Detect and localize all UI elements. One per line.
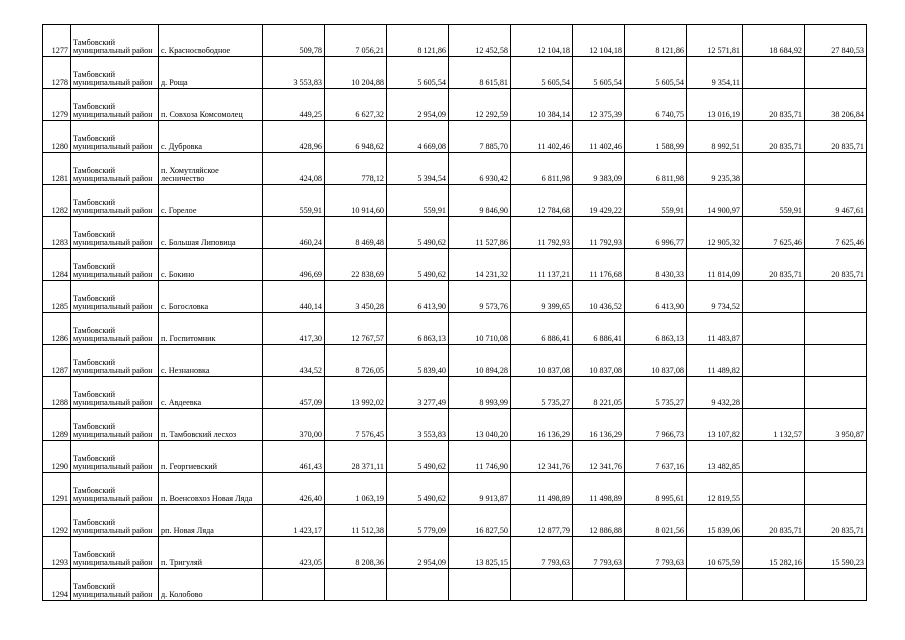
value-cell: 1 423,17 <box>263 505 325 537</box>
value-cell: 9 573,76 <box>449 281 511 313</box>
value-cell: 440,14 <box>263 281 325 313</box>
district-name: Тамбовский муниципальный район <box>71 249 159 281</box>
settlement-name: п. Тригуляй <box>159 537 263 569</box>
value-cell: 9 383,09 <box>573 153 625 185</box>
value-cell: 11 792,93 <box>573 217 625 249</box>
value-cell <box>743 153 805 185</box>
value-cell: 8 726,05 <box>325 345 387 377</box>
value-cell: 12 292,59 <box>449 89 511 121</box>
value-cell: 5 605,54 <box>573 57 625 89</box>
value-cell <box>625 569 687 601</box>
value-cell: 7 966,73 <box>625 409 687 441</box>
value-cell <box>387 569 449 601</box>
district-name: Тамбовский муниципальный район <box>71 89 159 121</box>
value-cell: 370,00 <box>263 409 325 441</box>
value-cell: 12 905,32 <box>687 217 743 249</box>
value-cell: 6 863,13 <box>625 313 687 345</box>
table-row <box>43 313 867 345</box>
value-cell: 449,25 <box>263 89 325 121</box>
table-row <box>43 57 867 89</box>
value-cell: 9 399,65 <box>511 281 573 313</box>
value-cell <box>805 473 867 505</box>
value-cell: 6 996,77 <box>625 217 687 249</box>
value-cell: 6 886,41 <box>511 313 573 345</box>
row-number: 1286 <box>43 313 71 345</box>
value-cell: 8 992,51 <box>687 121 743 153</box>
value-cell: 20 835,71 <box>805 249 867 281</box>
value-cell: 8 993,99 <box>449 377 511 409</box>
value-cell: 7 576,45 <box>325 409 387 441</box>
district-name: Тамбовский муниципальный район <box>71 121 159 153</box>
value-cell: 9 913,87 <box>449 473 511 505</box>
value-cell: 559,91 <box>263 185 325 217</box>
table-row <box>43 441 867 473</box>
table-row <box>43 345 867 377</box>
value-cell: 6 811,98 <box>625 153 687 185</box>
row-number: 1290 <box>43 441 71 473</box>
value-cell <box>805 313 867 345</box>
table-row <box>43 249 867 281</box>
row-number: 1284 <box>43 249 71 281</box>
settlement-name: п. Георгиевский <box>159 441 263 473</box>
value-cell: 6 930,42 <box>449 153 511 185</box>
district-name: Тамбовский муниципальный район <box>71 25 159 57</box>
table-row <box>43 89 867 121</box>
district-name: Тамбовский муниципальный район <box>71 377 159 409</box>
value-cell: 7 625,46 <box>805 217 867 249</box>
value-cell <box>511 569 573 601</box>
value-cell <box>743 57 805 89</box>
value-cell: 6 886,41 <box>573 313 625 345</box>
settlement-name: п. Военсовхоз Новая Ляда <box>159 473 263 505</box>
value-cell: 1 063,19 <box>325 473 387 505</box>
row-number: 1292 <box>43 505 71 537</box>
row-number: 1294 <box>43 569 71 601</box>
value-cell <box>743 569 805 601</box>
value-cell: 7 793,63 <box>573 537 625 569</box>
value-cell <box>573 569 625 601</box>
value-cell: 16 136,29 <box>573 409 625 441</box>
value-cell: 15 282,16 <box>743 537 805 569</box>
value-cell: 12 452,58 <box>449 25 511 57</box>
value-cell: 7 637,16 <box>625 441 687 473</box>
value-cell: 3 950,87 <box>805 409 867 441</box>
value-cell: 8 995,61 <box>625 473 687 505</box>
value-cell: 10 914,60 <box>325 185 387 217</box>
value-cell: 5 490,62 <box>387 249 449 281</box>
value-cell <box>743 345 805 377</box>
value-cell: 9 467,61 <box>805 185 867 217</box>
value-cell: 428,96 <box>263 121 325 153</box>
value-cell: 7 056,21 <box>325 25 387 57</box>
value-cell: 5 779,09 <box>387 505 449 537</box>
district-name: Тамбовский муниципальный район <box>71 409 159 441</box>
value-cell: 461,43 <box>263 441 325 473</box>
value-cell: 28 371,11 <box>325 441 387 473</box>
value-cell: 10 710,08 <box>449 313 511 345</box>
value-cell: 3 553,83 <box>387 409 449 441</box>
value-cell: 8 430,33 <box>625 249 687 281</box>
district-name: Тамбовский муниципальный район <box>71 569 159 601</box>
value-cell: 3 450,28 <box>325 281 387 313</box>
district-name: Тамбовский муниципальный район <box>71 313 159 345</box>
settlement-name: с. Бокино <box>159 249 263 281</box>
value-cell: 12 877,79 <box>511 505 573 537</box>
value-cell: 22 838,69 <box>325 249 387 281</box>
value-cell <box>743 441 805 473</box>
table-row <box>43 377 867 409</box>
value-cell: 11 402,46 <box>511 121 573 153</box>
table-row <box>43 569 867 601</box>
value-cell: 457,09 <box>263 377 325 409</box>
value-cell: 8 221,05 <box>573 377 625 409</box>
value-cell: 5 735,27 <box>625 377 687 409</box>
value-cell: 5 490,62 <box>387 217 449 249</box>
value-cell: 6 413,90 <box>387 281 449 313</box>
value-cell: 7 793,63 <box>511 537 573 569</box>
row-number: 1293 <box>43 537 71 569</box>
value-cell: 10 675,59 <box>687 537 743 569</box>
value-cell: 11 498,89 <box>511 473 573 505</box>
table-row <box>43 121 867 153</box>
value-cell: 19 429,22 <box>573 185 625 217</box>
value-cell: 13 825,15 <box>449 537 511 569</box>
district-name: Тамбовский муниципальный район <box>71 441 159 473</box>
value-cell: 10 204,88 <box>325 57 387 89</box>
value-cell: 13 482,85 <box>687 441 743 473</box>
table-row <box>43 409 867 441</box>
value-cell: 38 206,84 <box>805 89 867 121</box>
value-cell: 5 839,40 <box>387 345 449 377</box>
value-cell: 11 814,09 <box>687 249 743 281</box>
value-cell <box>743 473 805 505</box>
value-cell: 20 835,71 <box>743 89 805 121</box>
row-number: 1287 <box>43 345 71 377</box>
value-cell <box>805 377 867 409</box>
table-row <box>43 537 867 569</box>
value-cell: 6 811,98 <box>511 153 573 185</box>
value-cell: 10 894,28 <box>449 345 511 377</box>
table-body <box>43 25 867 601</box>
value-cell <box>805 57 867 89</box>
value-cell <box>325 569 387 601</box>
value-cell: 20 835,71 <box>743 249 805 281</box>
value-cell: 12 571,81 <box>687 25 743 57</box>
value-cell <box>263 569 325 601</box>
value-cell: 11 792,93 <box>511 217 573 249</box>
value-cell: 9 734,52 <box>687 281 743 313</box>
value-cell: 20 835,71 <box>743 505 805 537</box>
value-cell: 12 819,55 <box>687 473 743 505</box>
value-cell: 12 104,18 <box>573 25 625 57</box>
value-cell: 6 627,32 <box>325 89 387 121</box>
value-cell: 16 136,29 <box>511 409 573 441</box>
value-cell: 423,05 <box>263 537 325 569</box>
row-number: 1283 <box>43 217 71 249</box>
value-cell <box>743 281 805 313</box>
value-cell: 8 121,86 <box>387 25 449 57</box>
row-number: 1277 <box>43 25 71 57</box>
value-cell: 9 846,90 <box>449 185 511 217</box>
table-row <box>43 473 867 505</box>
value-cell: 12 375,39 <box>573 89 625 121</box>
value-cell: 6 948,62 <box>325 121 387 153</box>
district-name: Тамбовский муниципальный район <box>71 217 159 249</box>
value-cell: 12 104,18 <box>511 25 573 57</box>
value-cell: 8 021,56 <box>625 505 687 537</box>
value-cell: 20 835,71 <box>743 121 805 153</box>
value-cell: 11 512,38 <box>325 505 387 537</box>
value-cell: 8 208,36 <box>325 537 387 569</box>
district-name: Тамбовский муниципальный район <box>71 153 159 185</box>
value-cell: 7 625,46 <box>743 217 805 249</box>
settlement-name: с. Незнановка <box>159 345 263 377</box>
value-cell: 11 489,82 <box>687 345 743 377</box>
settlement-name: п. Хомутляйское лесничество <box>159 153 263 185</box>
value-cell: 460,24 <box>263 217 325 249</box>
value-cell <box>805 441 867 473</box>
value-cell: 11 137,21 <box>511 249 573 281</box>
value-cell <box>743 313 805 345</box>
district-name: Тамбовский муниципальный район <box>71 345 159 377</box>
value-cell: 3 553,83 <box>263 57 325 89</box>
value-cell: 11 746,90 <box>449 441 511 473</box>
value-cell: 12 767,57 <box>325 313 387 345</box>
value-cell: 4 669,08 <box>387 121 449 153</box>
value-cell: 10 837,08 <box>573 345 625 377</box>
value-cell: 424,08 <box>263 153 325 185</box>
value-cell: 6 740,75 <box>625 89 687 121</box>
value-cell: 559,91 <box>743 185 805 217</box>
district-name: Тамбовский муниципальный район <box>71 57 159 89</box>
value-cell: 11 483,87 <box>687 313 743 345</box>
value-cell <box>805 153 867 185</box>
value-cell: 9 432,28 <box>687 377 743 409</box>
value-cell <box>805 569 867 601</box>
value-cell: 434,52 <box>263 345 325 377</box>
value-cell: 7 793,63 <box>625 537 687 569</box>
value-cell: 2 954,09 <box>387 537 449 569</box>
value-cell: 6 413,90 <box>625 281 687 313</box>
value-cell: 559,91 <box>387 185 449 217</box>
value-cell <box>743 377 805 409</box>
value-cell: 18 684,92 <box>743 25 805 57</box>
data-table <box>42 24 867 601</box>
value-cell: 509,78 <box>263 25 325 57</box>
value-cell: 11 402,46 <box>573 121 625 153</box>
row-number: 1279 <box>43 89 71 121</box>
settlement-name: с. Дубровка <box>159 121 263 153</box>
settlement-name: п. Тамбовский лесхоз <box>159 409 263 441</box>
value-cell: 14 231,32 <box>449 249 511 281</box>
district-name: Тамбовский муниципальный район <box>71 185 159 217</box>
row-number: 1285 <box>43 281 71 313</box>
value-cell: 1 588,99 <box>625 121 687 153</box>
settlement-name: с. Богословка <box>159 281 263 313</box>
value-cell: 5 490,62 <box>387 473 449 505</box>
value-cell: 12 784,68 <box>511 185 573 217</box>
value-cell: 5 605,54 <box>625 57 687 89</box>
value-cell: 10 837,08 <box>511 345 573 377</box>
value-cell: 13 107,82 <box>687 409 743 441</box>
value-cell: 12 341,76 <box>511 441 573 473</box>
value-cell: 9 235,38 <box>687 153 743 185</box>
value-cell: 2 954,09 <box>387 89 449 121</box>
value-cell: 20 835,71 <box>805 505 867 537</box>
value-cell: 12 886,88 <box>573 505 625 537</box>
value-cell <box>687 569 743 601</box>
value-cell: 496,69 <box>263 249 325 281</box>
value-cell <box>449 569 511 601</box>
value-cell: 10 384,14 <box>511 89 573 121</box>
value-cell: 12 341,76 <box>573 441 625 473</box>
table-row <box>43 185 867 217</box>
value-cell: 8 469,48 <box>325 217 387 249</box>
value-cell: 15 839,06 <box>687 505 743 537</box>
row-number: 1291 <box>43 473 71 505</box>
district-name: Тамбовский муниципальный район <box>71 473 159 505</box>
table-row <box>43 25 867 57</box>
value-cell: 10 837,08 <box>625 345 687 377</box>
table-row <box>43 217 867 249</box>
value-cell: 6 863,13 <box>387 313 449 345</box>
value-cell: 7 885,70 <box>449 121 511 153</box>
value-cell: 15 590,23 <box>805 537 867 569</box>
value-cell: 20 835,71 <box>805 121 867 153</box>
value-cell: 16 827,50 <box>449 505 511 537</box>
value-cell: 426,40 <box>263 473 325 505</box>
settlement-name: с. Горелое <box>159 185 263 217</box>
settlement-name: п. Совхоза Комсомолец <box>159 89 263 121</box>
row-number: 1288 <box>43 377 71 409</box>
value-cell: 8 121,86 <box>625 25 687 57</box>
value-cell: 559,91 <box>625 185 687 217</box>
table-row <box>43 153 867 185</box>
settlement-name: д. Роща <box>159 57 263 89</box>
row-number: 1278 <box>43 57 71 89</box>
settlement-name: с. Красносвободное <box>159 25 263 57</box>
settlement-name: с. Авдеевка <box>159 377 263 409</box>
value-cell: 14 900,97 <box>687 185 743 217</box>
value-cell <box>805 281 867 313</box>
value-cell: 9 354,11 <box>687 57 743 89</box>
settlement-name: д. Колобово <box>159 569 263 601</box>
value-cell: 10 436,52 <box>573 281 625 313</box>
value-cell: 8 615,81 <box>449 57 511 89</box>
district-name: Тамбовский муниципальный район <box>71 537 159 569</box>
value-cell: 5 605,54 <box>387 57 449 89</box>
value-cell: 11 498,89 <box>573 473 625 505</box>
table-row <box>43 505 867 537</box>
value-cell: 11 176,68 <box>573 249 625 281</box>
value-cell: 5 735,27 <box>511 377 573 409</box>
row-number: 1289 <box>43 409 71 441</box>
value-cell: 5 605,54 <box>511 57 573 89</box>
district-name: Тамбовский муниципальный район <box>71 505 159 537</box>
settlement-name: рп. Новая Ляда <box>159 505 263 537</box>
table-row <box>43 281 867 313</box>
settlement-name: п. Госпитомник <box>159 313 263 345</box>
value-cell: 417,30 <box>263 313 325 345</box>
value-cell: 778,12 <box>325 153 387 185</box>
value-cell: 13 992,02 <box>325 377 387 409</box>
value-cell: 13 016,19 <box>687 89 743 121</box>
row-number: 1282 <box>43 185 71 217</box>
value-cell: 27 840,53 <box>805 25 867 57</box>
row-number: 1281 <box>43 153 71 185</box>
row-number: 1280 <box>43 121 71 153</box>
district-name: Тамбовский муниципальный район <box>71 281 159 313</box>
value-cell <box>805 345 867 377</box>
value-cell: 5 490,62 <box>387 441 449 473</box>
value-cell: 3 277,49 <box>387 377 449 409</box>
value-cell: 11 527,86 <box>449 217 511 249</box>
value-cell: 1 132,57 <box>743 409 805 441</box>
settlement-name: с. Большая Липовица <box>159 217 263 249</box>
value-cell: 13 040,20 <box>449 409 511 441</box>
value-cell: 5 394,54 <box>387 153 449 185</box>
